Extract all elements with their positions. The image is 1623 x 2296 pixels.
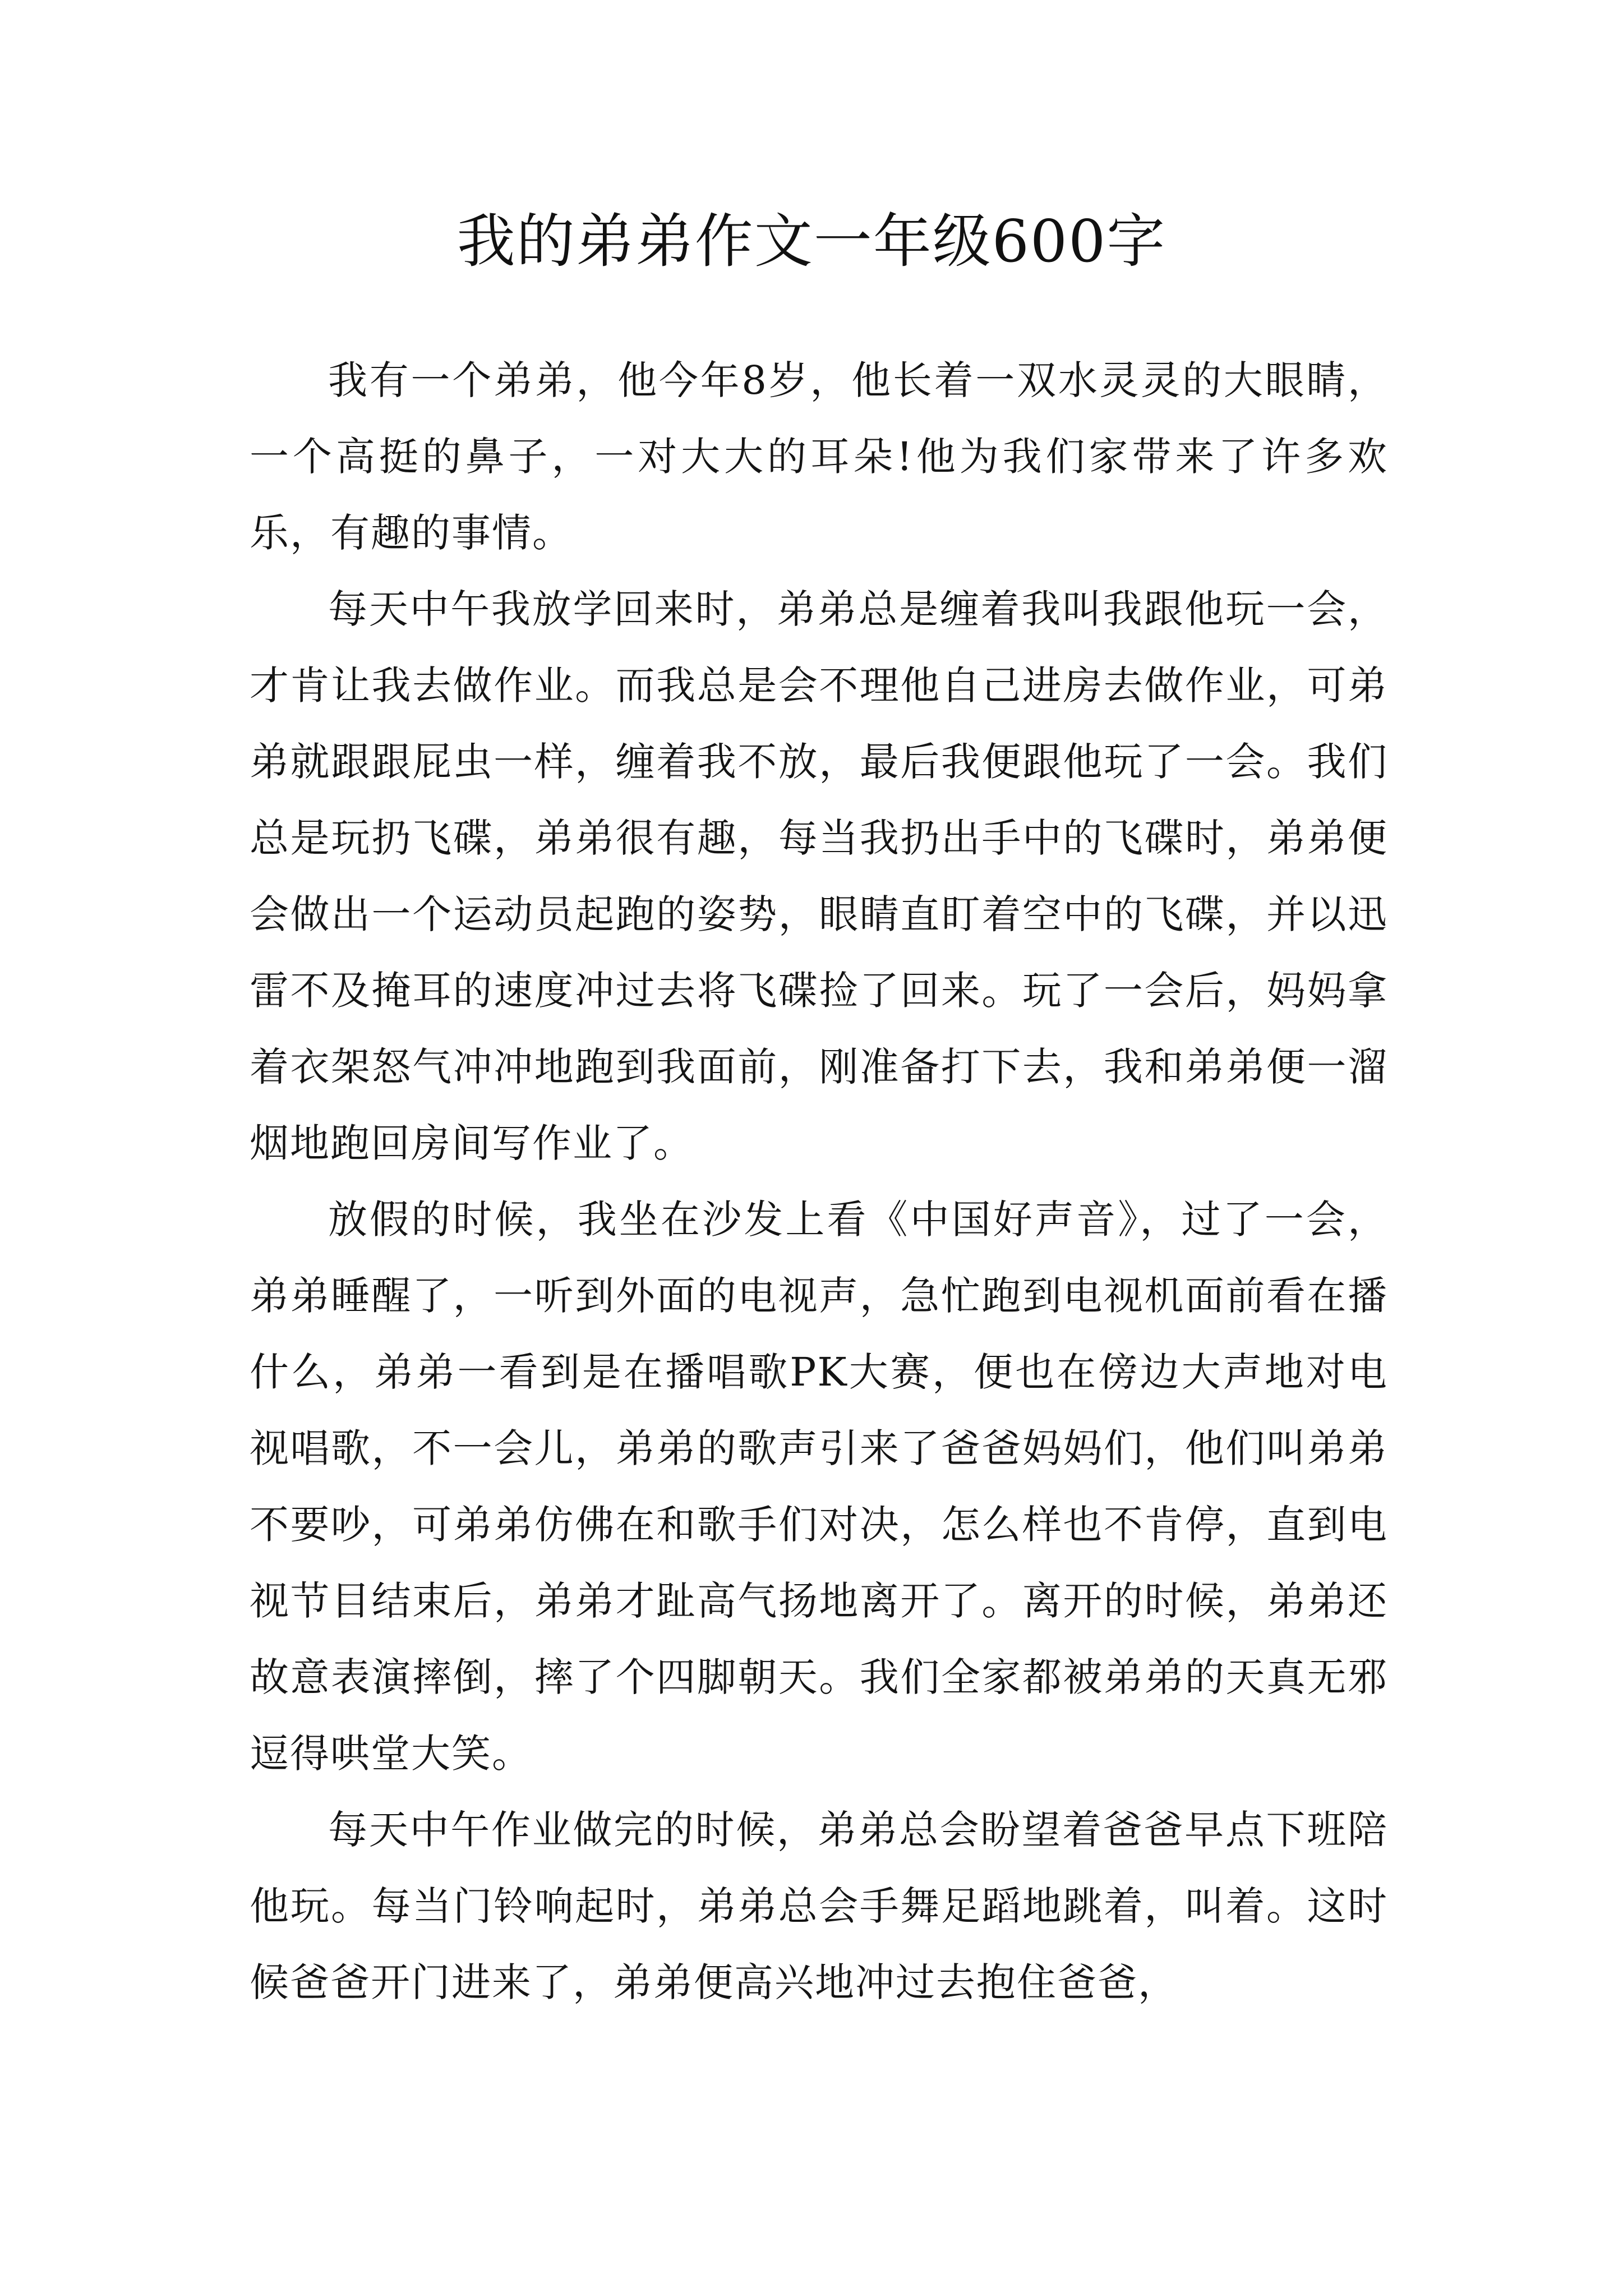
paragraph-1: 我有一个弟弟，他今年8岁，他长着一双水灵灵的大眼睛，一个高挺的鼻子，一对大大的耳朵!他为我们家带来了许多欢乐，有趣的事情。 — [250, 357, 1388, 556]
paragraph-2: 每天中午我放学回来时，弟弟总是缠着我叫我跟他玩一会，才肯让我去做作业。而我总是会不理他自己进房去做作业，可弟弟就跟跟屁虫一样，缠着我不放，最后我便跟他玩了一会。我们总是玩扔飞碟，弟弟很有趣，每当我扔出手中的飞碟时，弟弟便会做出一个运动员起跑的姿势，眼睛直盯着空中的飞碟，并以迅雷不及掩耳的速度冲过去将飞碟捡了回来。玩了一会后，妈妈拿着衣架怒气冲冲地跑到我面前，刚准备打下去，我和弟弟便一溜烟地跑回房间写作业了。 — [250, 586, 1388, 1166]
paragraph-3: 放假的时候，我坐在沙发上看《中国好声音》，过了一会，弟弟睡醒了，一听到外面的电视声，急忙跑到电视机面前看在播什么，弟弟一看到是在播唱歌PK大赛，便也在傍边大声地对电视唱歌，不一会儿，弟弟的歌声引来了爸爸妈妈们，他们叫弟弟不要吵，可弟弟仿佛在和歌手们对决，怎么样也不肯停，直到电视节目结束后，弟弟才趾高气扬地离开了。离开的时候，弟弟还故意表演摔倒，摔了个四脚朝天。我们全家都被弟弟的天真无邪逗得哄堂大笑。 — [250, 1197, 1388, 1777]
document-body — [250, 342, 1388, 2021]
document-title: 我的弟弟作文一年级600字 — [457, 207, 1166, 275]
paragraph-4: 每天中午作业做完的时候，弟弟总会盼望着爸爸早点下班陪他玩。每当门铃响起时，弟弟总会手舞足蹈地跳着，叫着。这时候爸爸开门进来了，弟弟便高兴地冲过去抱住爸爸， — [250, 1807, 1388, 2005]
